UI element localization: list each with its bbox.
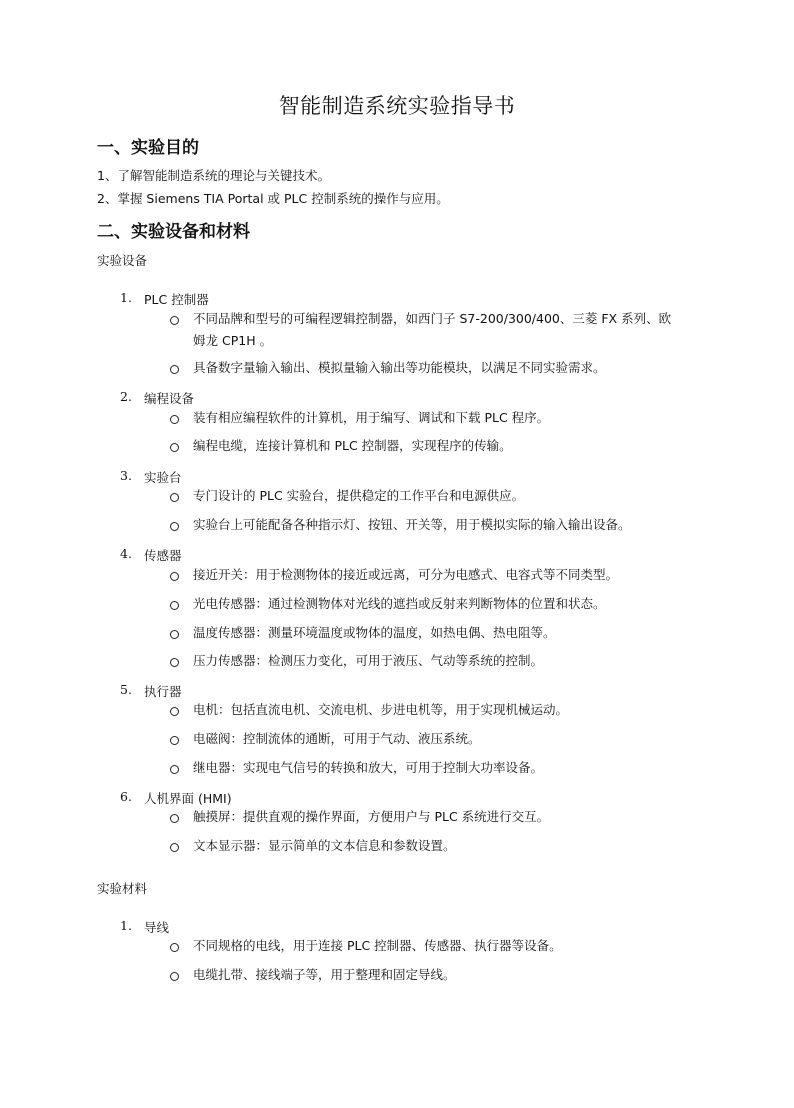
circle-bullet-icon bbox=[170, 493, 179, 502]
list-bullet-text: 电缆扎带、接线端子等，用于整理和固定导线。 bbox=[193, 967, 456, 982]
list-bullet-text: 文本显示器：显示简单的文本信息和参数设置。 bbox=[193, 838, 456, 853]
list-bullet-text: 不同品牌和型号的可编程逻辑控制器，如西门子 S7-200/300/400、三菱 FX 系列、欧姆龙 CP1H 。 bbox=[193, 311, 672, 348]
list-bullet-text: 不同规格的电线，用于连接 PLC 控制器、传感器、执行器等设备。 bbox=[193, 938, 562, 953]
list-bullet-text: 接近开关：用于检测物体的接近或远离，可分为电感式、电容式等不同类型。 bbox=[193, 567, 619, 582]
list-item-label: 导线 bbox=[144, 920, 170, 935]
list-item-label: 人机界面 (HMI) bbox=[144, 791, 232, 806]
circle-bullet-icon bbox=[170, 601, 179, 610]
list-number: 5. bbox=[120, 682, 132, 697]
list-bullet-text: 编程电缆，连接计算机和 PLC 控制器，实现程序的传输。 bbox=[193, 438, 512, 453]
circle-bullet-icon bbox=[170, 572, 179, 581]
list-bullet-text: 光电传感器：通过检测物体对光线的遮挡或反射来判断物体的位置和状态。 bbox=[193, 596, 606, 611]
circle-bullet-icon bbox=[170, 522, 179, 531]
list-item-label: 传感器 bbox=[144, 548, 182, 563]
list-bullet-text: 触摸屏：提供直观的操作界面，方便用户与 PLC 系统进行交互。 bbox=[193, 809, 550, 824]
circle-bullet-icon bbox=[170, 630, 179, 639]
document-title: 智能制造系统实验指导书 bbox=[278, 94, 516, 118]
list-number: 6. bbox=[120, 789, 132, 804]
list-bullet-text: 实验台上可能配备各种指示灯、按钮、开关等，用于模拟实际的输入输出设备。 bbox=[193, 517, 631, 532]
circle-bullet-icon bbox=[170, 415, 179, 424]
list-number: 1. bbox=[120, 290, 132, 305]
circle-bullet-icon bbox=[170, 365, 179, 374]
circle-bullet-icon bbox=[170, 316, 179, 325]
circle-bullet-icon bbox=[170, 443, 179, 452]
circle-bullet-icon bbox=[170, 814, 179, 823]
section-heading-objectives: 一、实验目的 bbox=[97, 138, 199, 158]
list-bullet-text: 压力传感器：检测压力变化，可用于液压、气动等系统的控制。 bbox=[193, 653, 544, 668]
objective-item: 1、了解智能制造系统的理论与关键技术。 bbox=[97, 168, 330, 183]
list-item-label: 编程设备 bbox=[144, 391, 195, 406]
list-item-label: 实验台 bbox=[144, 470, 182, 485]
circle-bullet-icon bbox=[170, 972, 179, 981]
list-bullet-text: 温度传感器：测量环境温度或物体的温度，如热电偶、热电阻等。 bbox=[193, 625, 556, 640]
list-item-label: PLC 控制器 bbox=[144, 292, 209, 307]
section-heading-equipment-materials: 二、实验设备和材料 bbox=[97, 222, 250, 242]
circle-bullet-icon bbox=[170, 658, 179, 667]
list-number: 4. bbox=[120, 546, 132, 561]
list-bullet-text: 电机：包括直流电机、交流电机、步进电机等，用于实现机械运动。 bbox=[193, 702, 569, 717]
list-bullet-text: 电磁阀：控制流体的通断，可用于气动、液压系统。 bbox=[193, 731, 481, 746]
circle-bullet-icon bbox=[170, 943, 179, 952]
circle-bullet-icon bbox=[170, 736, 179, 745]
list-bullet-text: 装有相应编程软件的计算机，用于编写、调试和下载 PLC 程序。 bbox=[193, 410, 550, 425]
list-number: 2. bbox=[120, 389, 132, 404]
objective-item: 2、掌握 Siemens TIA Portal 或 PLC 控制系统的操作与应用。 bbox=[97, 191, 449, 206]
list-number: 3. bbox=[120, 468, 132, 483]
subheading-equipment: 实验设备 bbox=[97, 253, 148, 268]
list-item-label: 执行器 bbox=[144, 684, 182, 699]
list-number: 1. bbox=[120, 918, 132, 933]
subheading-materials: 实验材料 bbox=[97, 881, 148, 896]
list-bullet-text: 继电器：实现电气信号的转换和放大，可用于控制大功率设备。 bbox=[193, 760, 544, 775]
circle-bullet-icon bbox=[170, 707, 179, 716]
circle-bullet-icon bbox=[170, 765, 179, 774]
list-bullet-text: 专门设计的 PLC 实验台，提供稳定的工作平台和电源供应。 bbox=[193, 488, 525, 503]
list-bullet-text: 具备数字量输入输出、模拟量输入输出等功能模块，以满足不同实验需求。 bbox=[193, 360, 606, 375]
circle-bullet-icon bbox=[170, 843, 179, 852]
